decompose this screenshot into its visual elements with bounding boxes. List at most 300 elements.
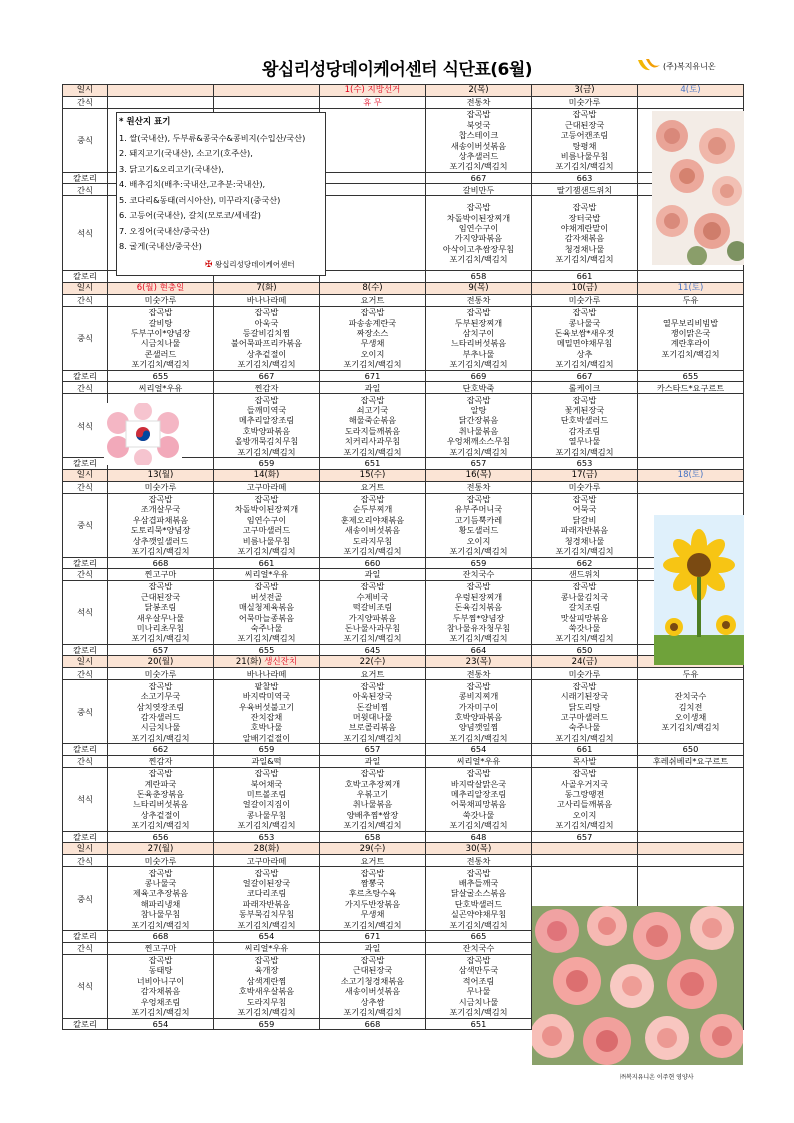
origin-notice: [116, 112, 326, 276]
menu-text: 661: [258, 557, 275, 568]
menu-text: 653: [576, 458, 593, 469]
menu-cell: [214, 294, 320, 306]
menu-text: 661: [576, 271, 593, 282]
menu-cell: [214, 306, 320, 370]
snack-row: [63, 755, 744, 767]
calorie-cell: [108, 744, 214, 755]
menu-text: 샌드위치: [568, 569, 601, 580]
calorie-cell: [214, 458, 320, 469]
event-label: 생신잔치: [264, 656, 298, 667]
menu-cell: [426, 867, 532, 931]
menu-text: 658: [364, 831, 381, 842]
calorie-row: [63, 645, 744, 656]
row-label: 석식: [63, 394, 108, 458]
calorie-cell: [638, 744, 744, 755]
dinner-row: [63, 767, 744, 831]
footer-credit: ㈜복지유니온 이주현 영양사: [620, 1074, 694, 1081]
calorie-cell: [638, 370, 744, 381]
day-header: [638, 282, 744, 294]
day-label: 1(수) 지방선거: [344, 85, 401, 96]
day-header: [108, 656, 214, 668]
menu-text: 전통차: [466, 295, 491, 306]
menu-text: 661: [576, 744, 593, 755]
row-label: 칼로리: [63, 370, 108, 381]
menu-text: 씨리얼*우유: [456, 756, 501, 767]
calorie-cell: [214, 1018, 320, 1029]
menu-cell: [638, 668, 744, 680]
menu-cell: [320, 581, 426, 645]
day-label: 14(화): [253, 469, 280, 480]
sunflower-photo: [654, 515, 744, 665]
menu-text: 잡곡밥 소고기무국 삼치엿장조림 감자샐러드 시금치나물 포기김치/백김치: [131, 680, 190, 743]
day-label: 3(금): [574, 85, 595, 96]
menu-cell: [320, 306, 426, 370]
menu-cell: [532, 394, 638, 458]
menu-text: 잡곡밥 삼색만두국 적어조림 무나물 시금치나물 포기김치/백김치: [449, 954, 508, 1017]
date-row: [63, 469, 744, 481]
menu-text: 미숫가루: [568, 481, 601, 492]
logo-text: (주)복지유니온: [663, 62, 716, 71]
day-header: [532, 282, 638, 294]
menu-text: 655: [258, 645, 275, 656]
menu-cell: [426, 767, 532, 831]
calorie-cell: [320, 458, 426, 469]
menu-text: 요거트: [360, 855, 385, 866]
day-label: 6(월) 현충일: [136, 283, 185, 294]
menu-cell: [426, 196, 532, 271]
date-row: [63, 656, 744, 668]
day-header: [532, 85, 638, 97]
snack-row: [63, 668, 744, 680]
menu-cell: [108, 867, 214, 931]
menu-text: 미숫가루: [144, 855, 177, 866]
menu-text: 씨리얼*우유: [244, 569, 289, 580]
menu-text: 잡곡밥 배추들깨국 닭살굴소스볶음 단호박샐러드 실곤약야채무침 포기김치/백김치: [449, 867, 508, 930]
day-header: [426, 282, 532, 294]
menu-cell: [214, 680, 320, 744]
day-label: 20(월): [147, 656, 174, 667]
menu-cell: [426, 109, 532, 173]
menu-text: 두유: [682, 668, 699, 679]
menu-cell: [214, 382, 320, 394]
menu-cell: [532, 184, 638, 196]
day-header: [214, 843, 320, 855]
menu-text: 잡곡밥 순두부찌개 훈제오리야채볶음 새송이버섯볶음 도라지무침 포기김치/백김치: [340, 493, 405, 556]
menu-text: 잡곡밥 바지락살맑은국 메추리알장조림 어묵채피망볶음 쑥갓나물 포기김치/백김치: [449, 768, 508, 831]
menu-cell: [214, 867, 320, 931]
menu-cell: [426, 954, 532, 1018]
menu-text: 654: [152, 1018, 169, 1029]
menu-cell: [426, 855, 532, 867]
menu-cell: [214, 855, 320, 867]
menu-text: 651: [470, 1018, 487, 1029]
menu-text: 663: [576, 173, 593, 183]
rose-photo: [652, 111, 744, 265]
menu-cell: [532, 767, 638, 831]
day-header: [532, 656, 638, 668]
snack-row: [63, 481, 744, 493]
day-header: [638, 85, 744, 97]
menu-text: 과일&떡: [251, 756, 282, 767]
menu-text: 잡곡밥 동태탕 너비아니구이 감자채볶음 우엉채조림 포기김치/백김치: [131, 954, 190, 1017]
menu-text: 잡곡밥 북엇국 찹스테이크 새송이버섯볶음 상추샐러드 포기김치/백김치: [449, 109, 508, 172]
menu-cell: [108, 493, 214, 557]
day-label: 10(금): [571, 283, 598, 294]
menu-text: 잡곡밥 계란파국 돈육춘장볶음 느타리버섯볶음 상추겉절이 포기김치/백김치: [131, 768, 190, 831]
menu-text: 659: [258, 1018, 275, 1029]
menu-text: 찐감자: [148, 756, 173, 767]
calorie-cell: [108, 831, 214, 842]
calorie-cell: [638, 458, 744, 469]
menu-cell: [426, 294, 532, 306]
menu-text: 미숫가루: [568, 668, 601, 679]
day-header: [108, 469, 214, 481]
row-label: 간식: [63, 184, 108, 196]
menu-text: 잡곡밥 아욱된장국 돈갈비찜 머윗대나물 브로콜리볶음 포기김치/백김치: [343, 680, 402, 743]
menu-cell: [214, 942, 320, 954]
menu-text: 667: [576, 370, 593, 381]
menu-text: 653: [258, 831, 275, 842]
calorie-cell: [214, 831, 320, 842]
menu-text: 잡곡밥 아욱국 등갈비김치찜 불어묵파프리카볶음 상추겉절이 포기김치/백김치: [230, 307, 303, 370]
menu-text: 고구마라떼: [246, 481, 287, 492]
row-label: 칼로리: [63, 831, 108, 842]
calorie-cell: [426, 173, 532, 184]
menu-text: 열무보리비빔밥 쟁이맑은국 계란후라이 포기김치/백김치: [661, 317, 720, 359]
menu-text: 전통차: [466, 97, 491, 108]
menu-cell: [532, 196, 638, 271]
menu-cell: [320, 109, 426, 173]
date-row: [63, 282, 744, 294]
menu-text: 카스타드*요구르트: [656, 382, 725, 393]
menu-text: 648: [470, 831, 487, 842]
row-label: 칼로리: [63, 458, 108, 469]
menu-text: 잡곡밥 차돌박이된장찌개 임연수구이 고구마샐러드 비름나물무침 포기김치/백김치: [234, 493, 299, 556]
calorie-cell: [214, 370, 320, 381]
menu-cell: [320, 569, 426, 581]
menu-text: 잡곡밥 유부주머니국 고기듬뿍카레 황도샐러드 오이지 포기김치/백김치: [449, 493, 508, 556]
menu-text: 잔치국수 김치전 오이생채 포기김치/백김치: [661, 691, 720, 733]
calorie-cell: [532, 271, 638, 282]
menu-cell: [320, 481, 426, 493]
menu-text: 660: [364, 557, 381, 568]
menu-text: 찐감자: [254, 382, 279, 393]
menu-text: 팥찰밥 바지락미역국 우육버섯불고기 잔치잡채 호박나물 알배기겉절이: [238, 680, 295, 743]
menu-cell: [214, 394, 320, 458]
menu-cell: [108, 581, 214, 645]
day-label: 4(토): [680, 85, 701, 96]
menu-text: 662: [576, 557, 593, 568]
menu-cell: [532, 109, 638, 173]
row-label: 칼로리: [63, 1018, 108, 1029]
day-header: [426, 656, 532, 668]
calorie-cell: [638, 831, 744, 842]
calorie-cell: [426, 271, 532, 282]
row-label: 중식: [63, 306, 108, 370]
menu-cell: [320, 942, 426, 954]
notice-footer: [205, 257, 295, 274]
menu-text: 잡곡밥 두부된장찌개 삼치구이 느타리버섯볶음 부추나물 포기김치/백김치: [449, 307, 508, 370]
row-label: 석식: [63, 767, 108, 831]
row-label: 일시: [63, 843, 108, 855]
day-label: 16(목): [465, 469, 492, 480]
day-label: 22(수): [359, 656, 386, 667]
menu-text: 전통차: [466, 668, 491, 679]
menu-text: 과일: [364, 382, 381, 393]
menu-text: 잡곡밥 버섯전골 매실청제육볶음 어묵마늘종볶음 숙주나물 포기김치/백김치: [237, 581, 296, 644]
row-label: 중식: [63, 493, 108, 557]
menu-cell: [320, 855, 426, 867]
menu-text: 전통차: [466, 855, 491, 866]
menu-text: 664: [470, 645, 487, 656]
day-label: 9(목): [468, 283, 489, 294]
day-label: 29(수): [359, 843, 386, 854]
menu-text: 전통차: [466, 481, 491, 492]
menu-cell: [320, 954, 426, 1018]
day-label: 18(토): [677, 469, 704, 480]
dinner-row: [63, 581, 744, 645]
calorie-cell: [320, 931, 426, 942]
menu-text: 잡곡밥 호박고추장찌개 우볶고기 취나물볶음 양배추찜*쌈장 포기김치/백김치: [343, 768, 402, 831]
menu-cell: [108, 306, 214, 370]
menu-text: 휴 무: [363, 97, 382, 108]
calorie-cell: [214, 557, 320, 568]
lunch-row: [63, 680, 744, 744]
snack-row: [63, 97, 744, 109]
menu-cell: [214, 581, 320, 645]
menu-cell: [108, 767, 214, 831]
menu-cell: [532, 668, 638, 680]
date-row: [63, 85, 744, 97]
calorie-cell: [426, 1018, 532, 1029]
menu-text: 657: [576, 831, 593, 842]
row-label: 칼로리: [63, 173, 108, 184]
day-header: [638, 469, 744, 481]
origin-item: 4. 배추김치(배추:국내산,고추분:국내산),: [119, 179, 266, 189]
calorie-cell: [426, 557, 532, 568]
calorie-cell: [320, 744, 426, 755]
calorie-cell: [214, 744, 320, 755]
day-label: 30(목): [465, 843, 492, 854]
menu-cell: [532, 481, 638, 493]
menu-text: 669: [470, 370, 487, 381]
row-label: 석식: [63, 954, 108, 1018]
row-label: 간식: [63, 97, 108, 109]
menu-text: 잡곡밥 콩비지찌개 가자미구이 호박양파볶음 양념깻잎찜 포기김치/백김치: [449, 680, 508, 743]
row-label: 간식: [63, 942, 108, 954]
menu-text: 659: [258, 458, 275, 469]
menu-cell: [532, 306, 638, 370]
day-label: 8(수): [362, 283, 383, 294]
menu-text: 654: [258, 931, 275, 942]
calorie-cell: [320, 831, 426, 842]
menu-text: 요거트: [360, 295, 385, 306]
calorie-cell: [426, 831, 532, 842]
menu-text: 659: [258, 744, 275, 755]
menu-text: 씨리얼*우유: [138, 382, 183, 393]
calorie-cell: [532, 645, 638, 656]
row-label: 칼로리: [63, 931, 108, 942]
menu-text: 잡곡밥 꽃게된장국 단호박샐러드 감자조림 열무나물 포기김치/백김치: [555, 394, 614, 457]
menu-cell: [532, 382, 638, 394]
menu-text: 잡곡밥 수제비국 떡갈비조림 가지양파볶음 돈나물사과무침 포기김치/백김치: [343, 581, 402, 644]
menu-cell: [638, 394, 744, 458]
menu-cell: [108, 481, 214, 493]
day-label: 15(수): [359, 469, 386, 480]
day-header: [532, 469, 638, 481]
day-header: [320, 656, 426, 668]
calorie-cell: [532, 173, 638, 184]
menu-cell: [426, 481, 532, 493]
menu-text: 잡곡밥 장터국밥 야채계란말이 감자채볶음 청경채나물 포기김치/백김치: [555, 202, 614, 265]
calorie-cell: [214, 931, 320, 942]
center-name: 왕십리성당데이케어센터: [214, 259, 295, 269]
menu-text: 654: [470, 744, 487, 755]
calorie-cell: [532, 370, 638, 381]
row-label: 일시: [63, 656, 108, 668]
row-label: 칼로리: [63, 744, 108, 755]
menu-cell: [108, 668, 214, 680]
day-header: [320, 282, 426, 294]
menu-cell: [320, 767, 426, 831]
menu-text: 658: [470, 271, 487, 282]
day-header: [426, 469, 532, 481]
calorie-cell: [532, 557, 638, 568]
menu-text: 두유: [682, 295, 699, 306]
menu-text: 잡곡밥 시래기된장국 닭도리탕 고구마샐러드 숙주나물 포기김치/백김치: [555, 680, 614, 743]
menu-text: 잡곡밥 들깨미역국 메추리알장조림 호박양파볶음 올방개묵김치무침 포기김치/백김치: [234, 394, 299, 457]
calorie-cell: [638, 271, 744, 282]
row-label: 간식: [63, 481, 108, 493]
menu-text: 단호박죽: [462, 382, 495, 393]
menu-text: 671: [364, 370, 381, 381]
day-label: 2(목): [468, 85, 489, 96]
menu-cell: [426, 493, 532, 557]
menu-text: 662: [152, 744, 169, 755]
menu-cell: [532, 294, 638, 306]
menu-text: 잡곡밥 사골우거지국 동그랑땡전 고사리들깨볶음 오이지 포기김치/백김치: [555, 768, 614, 831]
calorie-cell: [532, 831, 638, 842]
menu-text: 잡곡밥 갈비탕 두부구이*양념장 시금치나물 콘샐러드 포기김치/백김치: [130, 307, 191, 370]
menu-text: 잔치국수: [462, 942, 495, 953]
day-header: [214, 85, 320, 97]
day-header: [320, 843, 426, 855]
date-row: [63, 843, 744, 855]
menu-text: 650: [576, 645, 593, 656]
menu-cell: [214, 668, 320, 680]
calorie-cell: [108, 645, 214, 656]
day-header: [320, 85, 426, 97]
calorie-cell: [214, 645, 320, 656]
menu-cell: [320, 97, 426, 109]
menu-cell: [638, 306, 744, 370]
menu-cell: [320, 867, 426, 931]
menu-cell: [108, 97, 214, 109]
day-header: [426, 85, 532, 97]
menu-text: 667: [258, 370, 275, 381]
menu-cell: [214, 97, 320, 109]
menu-cell: [426, 680, 532, 744]
menu-text: 650: [682, 744, 699, 755]
menu-text: 요거트: [360, 668, 385, 679]
flower-flag-image: [104, 403, 182, 465]
menu-cell: [638, 481, 744, 493]
calorie-cell: [532, 744, 638, 755]
day-header: [108, 843, 214, 855]
day-label: 27(월): [147, 843, 174, 854]
roses-photo: [532, 906, 743, 1065]
menu-text: 잡곡밥 쇠고기국 해물죽순볶음 도라지들깨볶음 치커리사과무침 포기김치/백김치: [343, 394, 402, 457]
page-title: 왕십리성당데이케어센터 식단표(6월): [261, 60, 533, 80]
menu-text: 잡곡밥 콩나물국 제육고추장볶음 해파리냉채 참나물무침 포기김치/백김치: [131, 867, 190, 930]
menu-text: 찐고구마: [144, 569, 177, 580]
menu-text: 667: [470, 173, 487, 183]
day-header: [108, 85, 214, 97]
menu-text: 미숫가루: [568, 97, 601, 108]
menu-text: 잡곡밥 얼갈이된장국 코다리조림 파래자반볶음 동부묵김치무침 포기김치/백김치: [237, 867, 296, 930]
calorie-cell: [532, 458, 638, 469]
row-label: 석식: [63, 196, 108, 271]
menu-cell: [426, 97, 532, 109]
menu-cell: [214, 481, 320, 493]
calorie-cell: [108, 1018, 214, 1029]
menu-cell: [638, 680, 744, 744]
menu-text: 잡곡밥 차돌박이된장찌개 임연수구이 가지양파볶음 아삭이고추쌈장무침 포기김치/백김치: [442, 202, 515, 265]
menu-cell: [320, 294, 426, 306]
day-label: 23(목): [465, 656, 492, 667]
calorie-cell: [320, 557, 426, 568]
menu-text: 롤케이크: [568, 382, 601, 393]
menu-text: 668: [152, 931, 169, 942]
origin-item: 7. 오징어(국내산/중국산): [119, 225, 210, 236]
menu-text: 잡곡밥 북어채국 미트볼조림 얼갈이지짐이 콩나물무침 포기김치/백김치: [237, 768, 296, 831]
calorie-row: [63, 744, 744, 755]
row-label: 간식: [63, 755, 108, 767]
origin-item: 8. 굴게(국내산/중국산): [119, 241, 202, 251]
menu-cell: [426, 755, 532, 767]
menu-cell: [426, 581, 532, 645]
menu-text: 잡곡밥 조개살무국 우삼겹파채볶음 도토리묵*양념장 상추깻잎샐러드 포기김치/백김치: [130, 493, 191, 556]
menu-cell: [638, 382, 744, 394]
origin-item: 2. 돼지고기(국내산), 소고기(호주산),: [119, 148, 253, 158]
row-label: 칼로리: [63, 271, 108, 282]
calorie-cell: [108, 557, 214, 568]
calorie-cell: [320, 645, 426, 656]
day-label: 21(화): [235, 656, 262, 667]
menu-cell: [532, 569, 638, 581]
menu-cell: [108, 942, 214, 954]
menu-text: 665: [470, 931, 487, 942]
calorie-row: [63, 370, 744, 381]
menu-cell: [320, 184, 426, 196]
menu-cell: [426, 394, 532, 458]
day-label: 24(금): [571, 656, 598, 667]
lunch-row: [63, 306, 744, 370]
menu-text: 659: [470, 557, 487, 568]
menu-cell: [214, 755, 320, 767]
menu-text: 645: [364, 645, 381, 656]
snack-row: [63, 569, 744, 581]
menu-text: 갈비만두: [462, 184, 495, 195]
menu-cell: [320, 668, 426, 680]
menu-text: 잡곡밥 우렁된장찌개 돈육김치볶음 두부찜*양념장 참나물유자청무침 포기김치/백김치: [446, 581, 511, 644]
menu-cell: [532, 581, 638, 645]
menu-cell: [638, 294, 744, 306]
row-label: 칼로리: [63, 645, 108, 656]
menu-text: 과일: [364, 569, 381, 580]
calorie-cell: [108, 370, 214, 381]
menu-cell: [108, 755, 214, 767]
